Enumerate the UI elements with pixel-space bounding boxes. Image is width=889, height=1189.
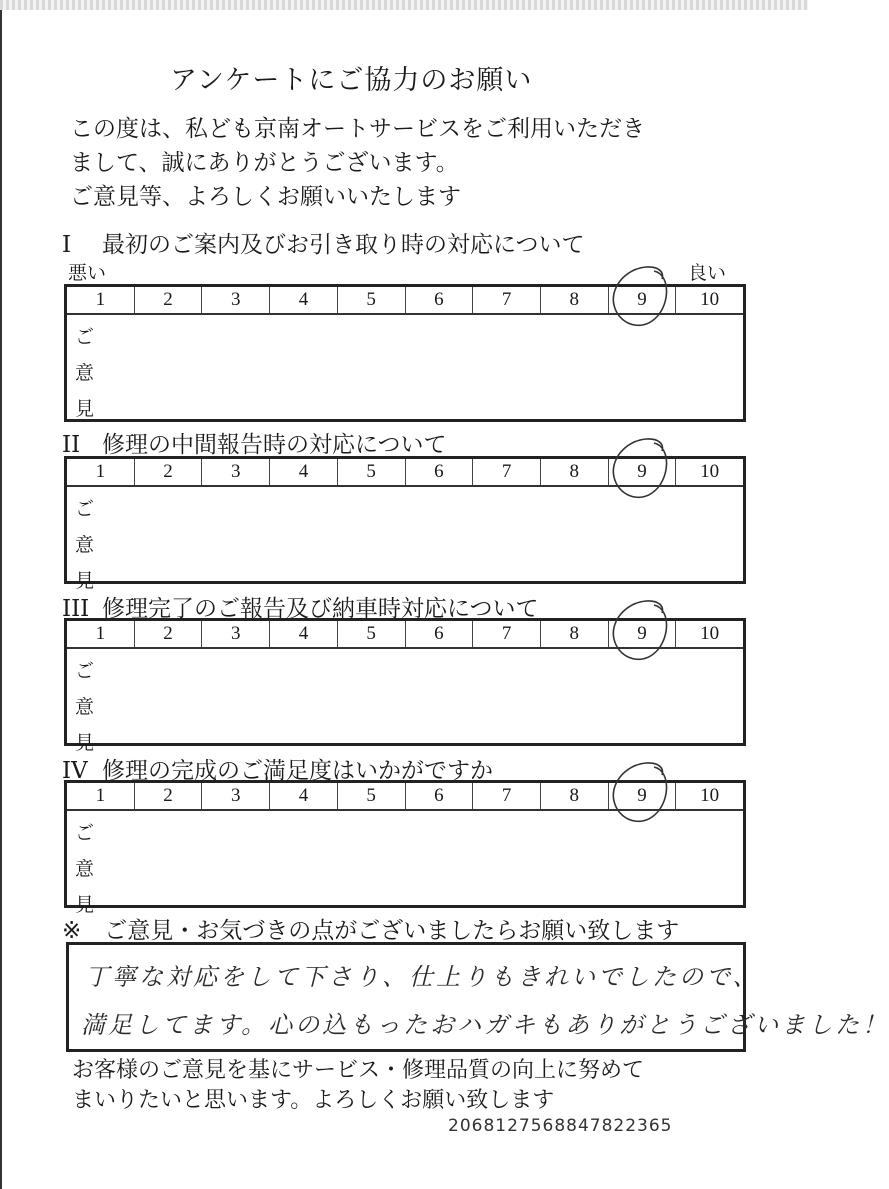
rating-option-9[interactable]: 9 [609, 287, 677, 313]
intro-line: まして、誠にありがとうございます。 [70, 150, 459, 176]
rating-box [64, 780, 746, 916]
rating-option-5[interactable]: 5 [338, 783, 406, 809]
handwritten-comment-line: 丁寧な対応をして下さり、仕上りもきれいでしたので、 [85, 963, 760, 991]
rating-option-3[interactable]: 3 [202, 621, 270, 647]
rating-option-7[interactable]: 7 [473, 621, 541, 647]
scan-edge [0, 0, 808, 10]
rating-box [64, 284, 746, 422]
notes-box[interactable] [66, 942, 889, 1052]
scale-good-label: 良い [688, 262, 727, 284]
rating-option-3[interactable]: 3 [202, 459, 270, 485]
rating-scale [67, 621, 743, 649]
rating-option-6[interactable]: 6 [406, 621, 474, 647]
footer-text [72, 1056, 644, 1116]
section-heading [62, 426, 447, 459]
rating-box [64, 456, 746, 592]
comment-label: ご 意 見 [75, 326, 95, 420]
rating-option-4[interactable]: 4 [270, 459, 338, 485]
comment-label: ご 意 見 [75, 498, 95, 592]
rating-scale [67, 459, 743, 487]
section-title: 最初のご案内及びお引き取り時の対応について [102, 232, 585, 258]
rating-option-5[interactable]: 5 [338, 287, 406, 313]
rating-option-5[interactable]: 5 [338, 459, 406, 485]
rating-option-7[interactable]: 7 [473, 459, 541, 485]
rating-scale [67, 783, 743, 811]
rating-option-3[interactable]: 3 [202, 287, 270, 313]
rating-option-8[interactable]: 8 [541, 783, 609, 809]
section-number: I [62, 232, 72, 258]
rating-option-1[interactable]: 1 [67, 287, 135, 313]
handwritten-comment-line: 満足してます。心の込もったおハガキもありがとうございました！ [81, 1011, 889, 1039]
rating-option-1[interactable]: 1 [67, 459, 135, 485]
rating-option-4[interactable]: 4 [270, 783, 338, 809]
rating-option-2[interactable]: 2 [135, 459, 203, 485]
notes-heading: ※ ご意見・お気づきの点がございましたらお願い致します [62, 918, 680, 944]
footer-line: お客様のご意見を基にサービス・修理品質の向上に努めて [72, 1058, 645, 1083]
rating-scale [67, 287, 743, 315]
page-title: アンケートにご協力のお願い [170, 65, 533, 96]
rating-option-2[interactable]: 2 [135, 621, 203, 647]
rating-option-8[interactable]: 8 [541, 621, 609, 647]
rating-option-4[interactable]: 4 [270, 287, 338, 313]
document-code: 20681275688478223​65 [448, 1116, 673, 1136]
rating-option-1[interactable]: 1 [67, 621, 135, 647]
rating-option-4[interactable]: 4 [270, 621, 338, 647]
intro-line: この度は、私ども京南オートサービスをご利用いただき [70, 116, 645, 142]
section-number: IV [62, 758, 88, 784]
section-number: II [62, 432, 81, 458]
rating-option-8[interactable]: 8 [541, 287, 609, 313]
rating-option-9[interactable]: 9 [609, 783, 677, 809]
comment-label: ご 意 見 [75, 822, 95, 916]
rating-option-2[interactable]: 2 [135, 287, 203, 313]
rating-option-1[interactable]: 1 [67, 783, 135, 809]
intro-text [70, 112, 645, 214]
comment-label: ご 意 見 [75, 660, 95, 754]
rating-option-3[interactable]: 3 [202, 783, 270, 809]
rating-option-6[interactable]: 6 [406, 459, 474, 485]
rating-option-9[interactable]: 9 [609, 459, 677, 485]
rating-option-6[interactable]: 6 [406, 287, 474, 313]
section-heading [62, 226, 585, 259]
rating-option-2[interactable]: 2 [135, 783, 203, 809]
scale-bad-label: 悪い [68, 262, 107, 284]
intro-line: ご意見等、よろしくお願いいたします [70, 184, 461, 210]
section-title: 修理の中間報告時の対応について [102, 432, 447, 458]
rating-option-5[interactable]: 5 [338, 621, 406, 647]
rating-option-10[interactable]: 10 [700, 289, 720, 310]
rating-option-9[interactable]: 9 [609, 621, 677, 647]
rating-option-7[interactable]: 7 [473, 783, 541, 809]
section-number: III [62, 596, 90, 622]
section-title: 修理の完成のご満足度はいかがですか [102, 758, 493, 784]
rating-option-8[interactable]: 8 [541, 459, 609, 485]
section-title: 修理完了のご報告及び納車時対応について [102, 596, 539, 622]
rating-box [64, 618, 746, 754]
rating-option-10[interactable]: 10 [700, 623, 720, 644]
rating-option-6[interactable]: 6 [406, 783, 474, 809]
rating-option-10[interactable]: 10 [700, 461, 720, 482]
rating-option-7[interactable]: 7 [473, 287, 541, 313]
footer-line: まいりたいと思います。よろしくお願い致します [72, 1088, 555, 1113]
rating-option-10[interactable]: 10 [700, 785, 720, 806]
